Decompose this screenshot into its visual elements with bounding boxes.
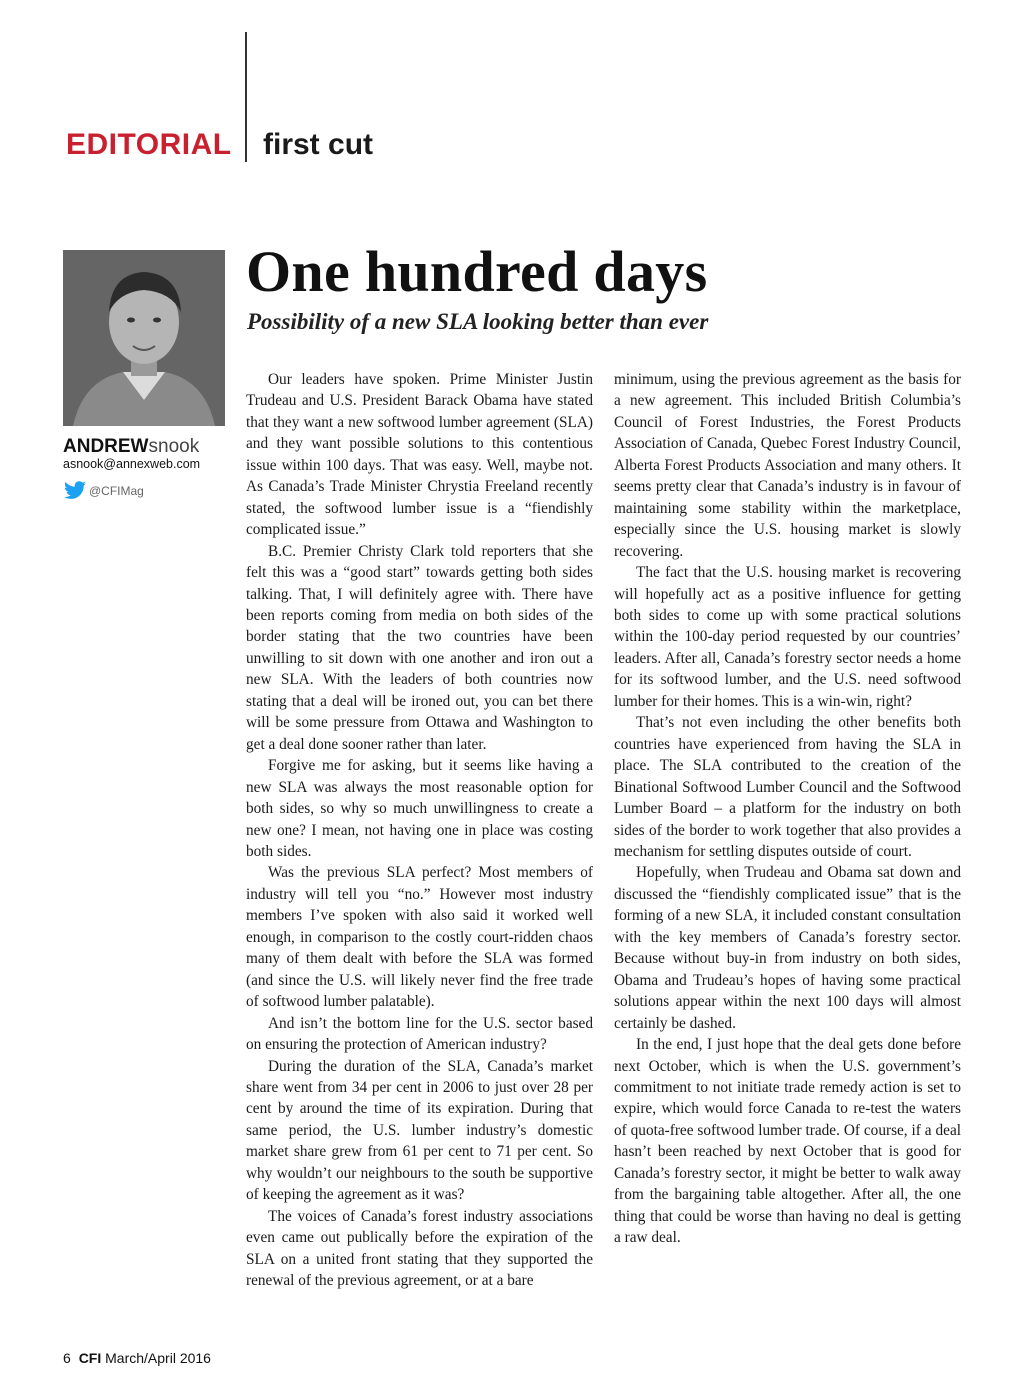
- article-headline: One hundred days: [246, 239, 708, 304]
- article-paragraph: Hopefully, when Trudeau and Obama sat down and discussed the “fiendishly complicated issue” that is the forming of a new SLA, it included constant consultation with the key members of Canada’s forestry sector. Because without buy-in from industry on both sides, Obama and Trudeau’s hopes of having some practical solutions appear within the next 100 days will almost certainly be dashed.: [614, 864, 961, 1032]
- page-number: 6: [63, 1350, 71, 1366]
- article-paragraph: Forgive me for asking, but it seems like having a new SLA was always the most reasonable option for both sides, so why so much unwillingness to create a new one? I mean, not having one in place was costing both sides.: [246, 757, 593, 860]
- section-sublabel: first cut: [263, 128, 374, 161]
- article-paragraph: And isn’t the bottom line for the U.S. sector based on ensuring the protection of American industry?: [246, 1014, 593, 1054]
- article-paragraph: Was the previous SLA perfect? Most members of industry will tell you “no.” However most industry members I’ve spoken with also said it worked well enough, in comparison to the costly court-ridden chaos many of them dealt with before the SLA was formed (and since the U.S. will likely never find the free trade of softwood lumber palatable).: [246, 864, 593, 1011]
- author-photo: [63, 250, 225, 426]
- author-twitter[interactable]: [63, 481, 144, 501]
- page-footer: [63, 1350, 211, 1366]
- twitter-bird-icon: [63, 481, 87, 501]
- author-portrait-image: [63, 250, 225, 426]
- article-paragraph: B.C. Premier Christy Clark told reporters that she felt this was a “good start” towards getting both sides talking. That, I will definitely agree with. There have been reports coming from media on both sides of the border stating that the two countries have been unwilling to sit down with one another and iron out a new SLA. With the leaders of both countries now stating that a deal will be ironed out, you can bet there will be some pressure from Ottawa and Washington to get a deal done sooner rather than later.: [246, 542, 593, 753]
- section-label: EDITORIAL: [66, 128, 232, 161]
- article-paragraph: minimum, using the previous agreement as the basis for a new agreement. This included British Columbia’s Council of Forest Industries, the Forest Products Association of Canada, Quebec Forest Industry Council, Alberta Forest Products Association and many others. It seems pretty clear that Canada’s industry is in favour of maintaining some stability within the marketplace, especially since the U.S. housing market is slowly recovering.: [614, 371, 961, 560]
- article-column-right: [614, 369, 961, 1249]
- magazine-name: CFI: [78, 1350, 102, 1366]
- article-paragraph: The voices of Canada’s forest industry associations even came out publically before the expiration of the SLA on a united front stating that they supported the renewal of the previous agreement, or at a bare: [246, 1207, 593, 1290]
- article-paragraph: The fact that the U.S. housing market is recovering will hopefully act as a positive influence for getting both sides to come up with some practical solutions within the 100-day period requested by our countries’ leaders. After all, Canada’s forestry sector needs a home for its softwood lumber, and the U.S. need softwood lumber for their homes. This is a win-win, right?: [614, 564, 961, 710]
- article-column-left: [246, 369, 593, 1291]
- author-email[interactable]: asnook@annexweb.com: [63, 457, 201, 471]
- article-paragraph: During the duration of the SLA, Canada’s market share went from 34 per cent in 2006 to just over 28 per cent by around the time of its expiration. During that same period, the U.S. lumber industry’s domestic market share grew from 61 per cent to 71 per cent. So why wouldn’t our neighbours to the south be supportive of keeping the agreement as it was?: [246, 1057, 593, 1204]
- author-last-name: snook: [148, 436, 200, 457]
- author-name: [63, 436, 199, 458]
- header-divider: [245, 32, 247, 162]
- article-paragraph: Our leaders have spoken. Prime Minister Justin Trudeau and U.S. President Barack Obama have stated that they want a new softwood lumber agreement (SLA) and they want possible solutions to this contentious issue within 100 days. That was easy. Well, maybe not. As Canada’s Trade Minister Chrystia Freeland recently stated, the softwood lumber issue is a “fiendishly complicated issue.”: [246, 371, 593, 539]
- article-paragraph: That’s not even including the other benefits both countries have experienced from having the SLA in place. The SLA contributed to the creation of the Binational Softwood Lumber Council and the Softwood Lumber Board – a platform for the industry on both sides of the border to work together that also provides a mechanism for settling disputes outside of court.: [614, 714, 961, 860]
- issue-date: March/April 2016: [105, 1350, 211, 1366]
- article-subhead: Possibility of a new SLA looking better than ever: [247, 309, 709, 334]
- twitter-handle: @CFIMag: [89, 484, 144, 498]
- author-first-name: ANDREW: [63, 436, 149, 457]
- article-paragraph: In the end, I just hope that the deal gets done before next October, which is when the U.S. government’s commitment to not initiate trade remedy action is set to expire, which would force Canada to re-test the waters of quota-free softwood lumber trade. Of course, if a deal hasn’t been reached by next October that is good for Canada’s forestry sector, it might be better to walk away from the bargaining table altogether. After all, the one thing that could be worse than having no deal is getting a raw deal.: [614, 1036, 961, 1247]
